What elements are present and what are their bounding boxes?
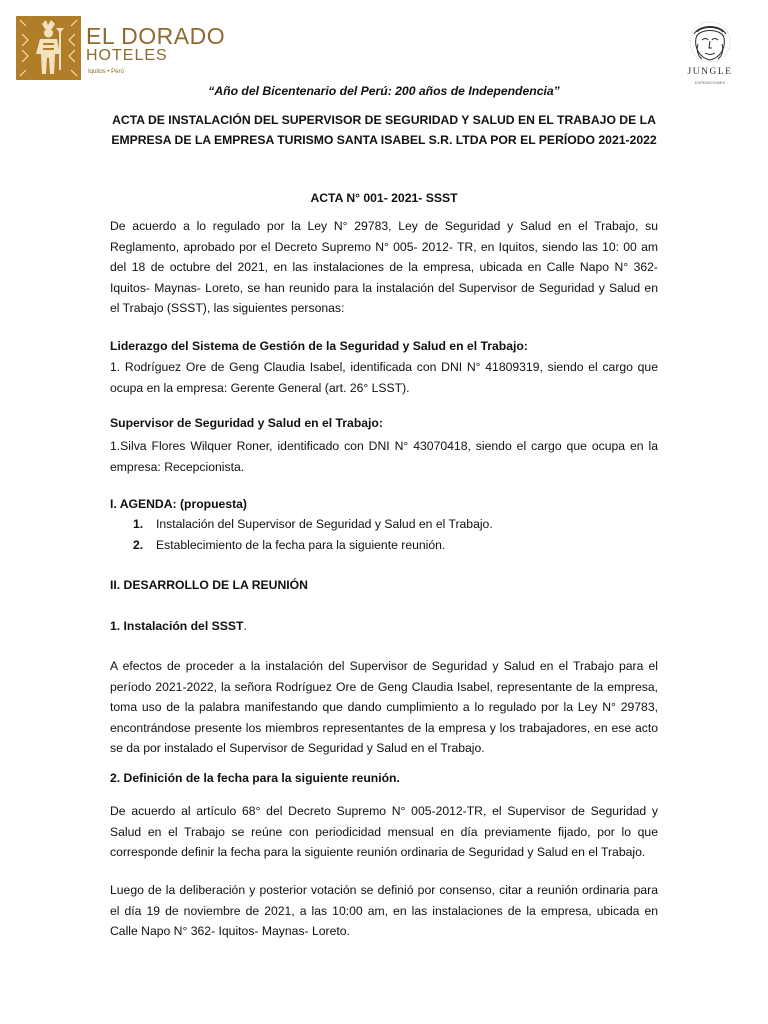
leadership-text: 1. Rodríguez Ore de Geng Claudia Isabel, identificada con DNI N° 41809319, siendo el cargo que ocupa en la empresa: Gerente General (art. 26° LSST). xyxy=(110,360,658,395)
agenda-heading: I. AGENDA: (propuesta) xyxy=(110,497,247,511)
agenda-item-number: 2. xyxy=(133,538,144,552)
agenda-item xyxy=(133,538,653,552)
section1-heading xyxy=(110,619,658,633)
agenda-item-text: Establecimiento de la fecha para la siguiente reunión. xyxy=(156,538,446,552)
section1-heading-text: 1. Instalación del SSST xyxy=(110,619,244,633)
jungle-brand-name: JUNGLE xyxy=(687,67,733,77)
brand-line-3: Iquitos • Perú xyxy=(88,69,124,75)
supervisor-text: 1.Silva Flores Wilquer Roner, identificado con DNI N° 43070418, siendo el cargo que ocupa en la empresa: Recepcionista. xyxy=(110,439,658,474)
el-dorado-logo xyxy=(16,16,226,80)
section2-text-1: De acuerdo al artículo 68° del Decreto Supremo N° 005-2012-TR, el Supervisor de Seguridad y Salud en el Trabajo se reúne con periodicidad mensual en día previamente fijado, por lo que corresponde definir la fecha para la siguiente reunión ordinaria de Seguridad y Salud en el Trabajo. xyxy=(110,804,658,859)
jungle-logo xyxy=(676,20,744,88)
section2-text-2: Luego de la deliberación y posterior votación se definió por consenso, citar a reunión ordinaria para el día 19 de noviembre de 2021, a las 10:00 am, en las instalaciones de la empresa, ubicada en Calle Napo N° 362- Iquitos- Maynas- Loreto. xyxy=(110,883,658,938)
section1-text: A efectos de proceder a la instalación del Supervisor de Seguridad y Salud en el Trabajo para el período 2021-2022, la señora Rodríguez Ore de Geng Claudia Isabel, representante de la empresa, toma uso de la palabra manifestando que dando cumplimiento a lo regulado por la Ley N° 29783, encontrándose presente los miembros representantes de la empresa y los trabajadores, en ese acto se da por instalado el Supervisor de Seguridad y Salud en el Trabajo. xyxy=(110,659,658,755)
supervisor-heading: Supervisor de Seguridad y Salud en el Trabajo: xyxy=(110,416,383,430)
agenda-item-text: Instalación del Supervisor de Seguridad y Salud en el Trabajo. xyxy=(156,517,493,531)
brand-line-1: EL DORADO xyxy=(86,23,226,49)
agenda-item xyxy=(133,517,653,531)
document-motto: “Año del Bicentenario del Perú: 200 años de Independencia” xyxy=(208,84,560,98)
intro-paragraph: De acuerdo a lo regulado por la Ley N° 29783, Ley de Seguridad y Salud en el Trabajo, su Reglamento, aprobado por el Decreto Supremo N° 005- 2012- TR, en Iquitos, siendo las 10: 00 am del 18 de octubre del 2021, en las instalaciones de la empresa, ubicada en Calle Napo N° 362- Iquitos- Maynas- Loreto, se han reunido para la instalación del Supervisor de Seguridad y Salud en el Trabajo (SSST), las siguientes personas: xyxy=(110,219,658,315)
development-heading: II. DESARROLLO DE LA REUNIÓN xyxy=(110,578,308,592)
inca-figure-icon xyxy=(16,16,81,80)
document-title: ACTA DE INSTALACIÓN DEL SUPERVISOR DE SEGURIDAD Y SALUD EN EL TRABAJO DE LA EMPRESA DE LA EMPRESA TURISMO SANTA ISABEL S.R. LTDA POR EL PERÍODO 2021-2022 xyxy=(111,113,657,147)
section1-heading-dot: . xyxy=(243,619,247,633)
leadership-heading: Liderazgo del Sistema de Gestión de la Seguridad y Salud en el Trabajo: xyxy=(110,339,528,353)
section2-heading: 2. Definición de la fecha para la siguiente reunión. xyxy=(110,771,400,785)
brand-line-2: HOTELES xyxy=(86,47,168,64)
jungle-face-icon xyxy=(682,20,738,66)
jungle-brand-sub: EXPEDICIONES xyxy=(694,80,725,85)
acta-number: ACTA N° 001- 2021- SSST xyxy=(310,191,458,205)
agenda-item-number: 1. xyxy=(133,517,144,531)
